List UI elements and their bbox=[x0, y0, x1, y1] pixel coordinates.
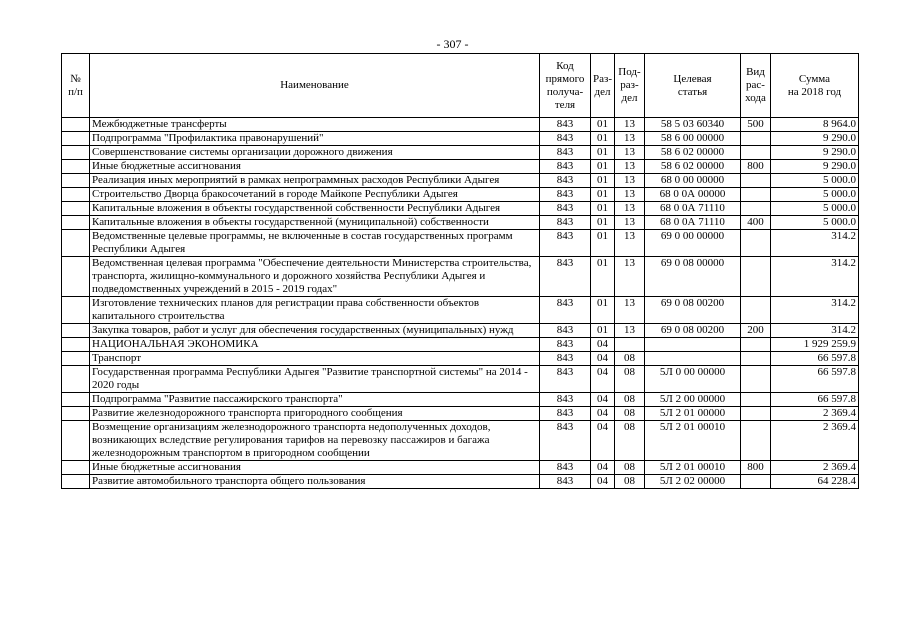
cell-podrazdel: 13 bbox=[615, 160, 645, 174]
cell-podrazdel: 08 bbox=[615, 407, 645, 421]
cell-sum: 314.2 bbox=[771, 297, 859, 324]
cell-article: 68 0 0А 71110 bbox=[645, 202, 741, 216]
cell-podrazdel: 13 bbox=[615, 257, 645, 297]
cell-razdel: 01 bbox=[591, 324, 615, 338]
cell-code: 843 bbox=[540, 393, 591, 407]
cell-sum: 9 290.0 bbox=[771, 146, 859, 160]
cell-expense-type: 200 bbox=[741, 324, 771, 338]
table-row bbox=[62, 461, 859, 475]
cell-article: 58 6 00 00000 bbox=[645, 132, 741, 146]
cell-expense-type bbox=[741, 257, 771, 297]
cell-num bbox=[62, 475, 90, 489]
cell-name: Развитие автомобильного транспорта общего пользования bbox=[90, 475, 540, 489]
header-num: № п/п bbox=[62, 54, 90, 118]
cell-code: 843 bbox=[540, 202, 591, 216]
cell-code: 843 bbox=[540, 352, 591, 366]
cell-expense-type bbox=[741, 188, 771, 202]
cell-expense-type bbox=[741, 352, 771, 366]
cell-podrazdel: 13 bbox=[615, 118, 645, 132]
cell-num bbox=[62, 174, 90, 188]
header-article: Целевая статья bbox=[645, 54, 741, 118]
cell-sum: 2 369.4 bbox=[771, 407, 859, 421]
cell-expense-type bbox=[741, 393, 771, 407]
cell-num bbox=[62, 421, 90, 461]
table-row bbox=[62, 352, 859, 366]
cell-num bbox=[62, 202, 90, 216]
cell-name: Иные бюджетные ассигнования bbox=[90, 160, 540, 174]
cell-expense-type: 400 bbox=[741, 216, 771, 230]
cell-sum: 2 369.4 bbox=[771, 461, 859, 475]
cell-num bbox=[62, 461, 90, 475]
cell-razdel: 04 bbox=[591, 338, 615, 352]
cell-expense-type: 500 bbox=[741, 118, 771, 132]
cell-razdel: 04 bbox=[591, 393, 615, 407]
cell-sum: 5 000.0 bbox=[771, 202, 859, 216]
cell-name: НАЦИОНАЛЬНАЯ ЭКОНОМИКА bbox=[90, 338, 540, 352]
cell-razdel: 01 bbox=[591, 230, 615, 257]
cell-code: 843 bbox=[540, 257, 591, 297]
cell-name: Государственная программа Республики Адыгея "Развитие транспортной системы" на 2014 - 2020 годы bbox=[90, 366, 540, 393]
cell-razdel: 01 bbox=[591, 202, 615, 216]
cell-name: Иные бюджетные ассигнования bbox=[90, 461, 540, 475]
table-row bbox=[62, 118, 859, 132]
cell-code: 843 bbox=[540, 230, 591, 257]
cell-num bbox=[62, 160, 90, 174]
table-row bbox=[62, 146, 859, 160]
cell-podrazdel: 13 bbox=[615, 146, 645, 160]
cell-code: 843 bbox=[540, 421, 591, 461]
cell-name: Подпрограмма "Развитие пассажирского транспорта" bbox=[90, 393, 540, 407]
cell-razdel: 04 bbox=[591, 352, 615, 366]
cell-expense-type bbox=[741, 146, 771, 160]
cell-sum: 1 929 259.9 bbox=[771, 338, 859, 352]
cell-expense-type bbox=[741, 202, 771, 216]
cell-code: 843 bbox=[540, 174, 591, 188]
cell-podrazdel: 08 bbox=[615, 352, 645, 366]
table-row bbox=[62, 257, 859, 297]
cell-sum: 2 369.4 bbox=[771, 421, 859, 461]
cell-razdel: 01 bbox=[591, 118, 615, 132]
table-row bbox=[62, 324, 859, 338]
cell-name: Межбюджетные трансферты bbox=[90, 118, 540, 132]
cell-expense-type bbox=[741, 297, 771, 324]
cell-article: 69 0 00 00000 bbox=[645, 230, 741, 257]
cell-razdel: 04 bbox=[591, 421, 615, 461]
cell-podrazdel: 08 bbox=[615, 475, 645, 489]
cell-razdel: 04 bbox=[591, 407, 615, 421]
cell-num bbox=[62, 188, 90, 202]
cell-code: 843 bbox=[540, 461, 591, 475]
cell-article: 5Л 0 00 00000 bbox=[645, 366, 741, 393]
cell-name: Совершенствование системы организации дорожного движения bbox=[90, 146, 540, 160]
cell-expense-type bbox=[741, 174, 771, 188]
cell-article: 68 0 00 00000 bbox=[645, 174, 741, 188]
cell-code: 843 bbox=[540, 475, 591, 489]
cell-code: 843 bbox=[540, 324, 591, 338]
cell-razdel: 01 bbox=[591, 146, 615, 160]
table-row bbox=[62, 160, 859, 174]
cell-article: 68 0 0А 00000 bbox=[645, 188, 741, 202]
page-number: - 307 - bbox=[436, 37, 469, 51]
cell-article: 5Л 2 01 00000 bbox=[645, 407, 741, 421]
table-row bbox=[62, 421, 859, 461]
cell-num bbox=[62, 257, 90, 297]
cell-name: Капитальные вложения в объекты государственной (муниципальной) собственности bbox=[90, 216, 540, 230]
cell-podrazdel: 08 bbox=[615, 366, 645, 393]
header-name: Наименование bbox=[90, 54, 540, 118]
cell-name: Изготовление технических планов для регистрации права собственности объектов капитального строительства bbox=[90, 297, 540, 324]
cell-name: Транспорт bbox=[90, 352, 540, 366]
cell-razdel: 01 bbox=[591, 160, 615, 174]
cell-name: Возмещение организациям железнодорожного транспорта недополученных доходов, возникающих вследствие регулирования тарифов на перевозку пассажиров и багажа железнодорожным транспортом в пригородном сообщении bbox=[90, 421, 540, 461]
table-row bbox=[62, 132, 859, 146]
table-row bbox=[62, 174, 859, 188]
header-razdel: Раз- дел bbox=[591, 54, 615, 118]
cell-podrazdel: 08 bbox=[615, 461, 645, 475]
cell-sum: 64 228.4 bbox=[771, 475, 859, 489]
header-expense-type: Вид рас- хода bbox=[741, 54, 771, 118]
cell-podrazdel: 13 bbox=[615, 216, 645, 230]
cell-sum: 314.2 bbox=[771, 230, 859, 257]
cell-podrazdel: 13 bbox=[615, 202, 645, 216]
table-body bbox=[62, 118, 859, 489]
cell-podrazdel bbox=[615, 338, 645, 352]
table-header bbox=[62, 54, 859, 118]
cell-expense-type bbox=[741, 338, 771, 352]
cell-num bbox=[62, 366, 90, 393]
cell-code: 843 bbox=[540, 366, 591, 393]
cell-num bbox=[62, 118, 90, 132]
table-row bbox=[62, 407, 859, 421]
cell-num bbox=[62, 407, 90, 421]
cell-article: 68 0 0А 71110 bbox=[645, 216, 741, 230]
table-row bbox=[62, 188, 859, 202]
cell-razdel: 04 bbox=[591, 366, 615, 393]
table-row bbox=[62, 297, 859, 324]
table-row bbox=[62, 393, 859, 407]
cell-name: Развитие железнодорожного транспорта пригородного сообщения bbox=[90, 407, 540, 421]
cell-sum: 5 000.0 bbox=[771, 174, 859, 188]
cell-expense-type bbox=[741, 475, 771, 489]
cell-razdel: 04 bbox=[591, 461, 615, 475]
cell-podrazdel: 13 bbox=[615, 174, 645, 188]
cell-article: 5Л 2 01 00010 bbox=[645, 421, 741, 461]
cell-code: 843 bbox=[540, 118, 591, 132]
table-row bbox=[62, 216, 859, 230]
cell-expense-type bbox=[741, 366, 771, 393]
header-podrazdel: Под- раз- дел bbox=[615, 54, 645, 118]
cell-sum: 5 000.0 bbox=[771, 216, 859, 230]
cell-razdel: 01 bbox=[591, 216, 615, 230]
cell-razdel: 01 bbox=[591, 174, 615, 188]
cell-sum: 66 597.8 bbox=[771, 393, 859, 407]
cell-name: Капитальные вложения в объекты государственной собственности Республики Адыгея bbox=[90, 202, 540, 216]
cell-code: 843 bbox=[540, 132, 591, 146]
cell-code: 843 bbox=[540, 188, 591, 202]
cell-razdel: 04 bbox=[591, 475, 615, 489]
cell-name: Строительство Дворца бракосочетаний в городе Майкопе Республики Адыгея bbox=[90, 188, 540, 202]
cell-expense-type bbox=[741, 132, 771, 146]
table-row bbox=[62, 230, 859, 257]
table-row bbox=[62, 338, 859, 352]
cell-podrazdel: 13 bbox=[615, 132, 645, 146]
cell-razdel: 01 bbox=[591, 132, 615, 146]
table-row bbox=[62, 475, 859, 489]
cell-expense-type bbox=[741, 407, 771, 421]
cell-article bbox=[645, 338, 741, 352]
cell-name: Реализация иных мероприятий в рамках непрограммных расходов Республики Адыгея bbox=[90, 174, 540, 188]
cell-code: 843 bbox=[540, 407, 591, 421]
cell-num bbox=[62, 216, 90, 230]
cell-name: Закупка товаров, работ и услуг для обеспечения государственных (муниципальных) нужд bbox=[90, 324, 540, 338]
cell-podrazdel: 13 bbox=[615, 297, 645, 324]
cell-name: Ведомственная целевая программа "Обеспечение деятельности Министерства строительства, транспорта, жилищно-коммунального и дорожного хозяйства Республики Адыгея и подведомственных учреждений в 2015 - 2019 годах" bbox=[90, 257, 540, 297]
cell-razdel: 01 bbox=[591, 257, 615, 297]
cell-podrazdel: 08 bbox=[615, 421, 645, 461]
cell-podrazdel: 13 bbox=[615, 188, 645, 202]
cell-podrazdel: 13 bbox=[615, 230, 645, 257]
cell-expense-type bbox=[741, 421, 771, 461]
cell-razdel: 01 bbox=[591, 297, 615, 324]
cell-sum: 314.2 bbox=[771, 324, 859, 338]
cell-article bbox=[645, 352, 741, 366]
cell-article: 5Л 2 00 00000 bbox=[645, 393, 741, 407]
cell-sum: 66 597.8 bbox=[771, 352, 859, 366]
cell-num bbox=[62, 297, 90, 324]
cell-sum: 5 000.0 bbox=[771, 188, 859, 202]
cell-num bbox=[62, 230, 90, 257]
cell-article: 69 0 08 00000 bbox=[645, 257, 741, 297]
header-row bbox=[62, 54, 859, 118]
cell-num bbox=[62, 338, 90, 352]
cell-article: 58 5 03 60340 bbox=[645, 118, 741, 132]
cell-article: 69 0 08 00200 bbox=[645, 297, 741, 324]
cell-code: 843 bbox=[540, 297, 591, 324]
cell-expense-type bbox=[741, 230, 771, 257]
cell-code: 843 bbox=[540, 160, 591, 174]
cell-num bbox=[62, 132, 90, 146]
cell-code: 843 bbox=[540, 338, 591, 352]
cell-article: 58 6 02 00000 bbox=[645, 146, 741, 160]
cell-sum: 8 964.0 bbox=[771, 118, 859, 132]
cell-sum: 66 597.8 bbox=[771, 366, 859, 393]
header-code: Код прямого получа- теля bbox=[540, 54, 591, 118]
cell-article: 5Л 2 01 00010 bbox=[645, 461, 741, 475]
cell-code: 843 bbox=[540, 146, 591, 160]
cell-podrazdel: 13 bbox=[615, 324, 645, 338]
cell-article: 69 0 08 00200 bbox=[645, 324, 741, 338]
table-row bbox=[62, 202, 859, 216]
cell-name: Ведомственные целевые программы, не включенные в состав государственных программ Республики Адыгея bbox=[90, 230, 540, 257]
cell-expense-type: 800 bbox=[741, 461, 771, 475]
cell-razdel: 01 bbox=[591, 188, 615, 202]
cell-num bbox=[62, 352, 90, 366]
cell-article: 58 6 02 00000 bbox=[645, 160, 741, 174]
cell-code: 843 bbox=[540, 216, 591, 230]
cell-num bbox=[62, 324, 90, 338]
budget-table bbox=[61, 53, 859, 489]
table-row bbox=[62, 366, 859, 393]
cell-name: Подпрограмма "Профилактика правонарушений" bbox=[90, 132, 540, 146]
cell-num bbox=[62, 393, 90, 407]
cell-sum: 9 290.0 bbox=[771, 132, 859, 146]
cell-sum: 9 290.0 bbox=[771, 160, 859, 174]
cell-expense-type: 800 bbox=[741, 160, 771, 174]
cell-podrazdel: 08 bbox=[615, 393, 645, 407]
header-sum: Сумма на 2018 год bbox=[771, 54, 859, 118]
cell-num bbox=[62, 146, 90, 160]
cell-article: 5Л 2 02 00000 bbox=[645, 475, 741, 489]
cell-sum: 314.2 bbox=[771, 257, 859, 297]
